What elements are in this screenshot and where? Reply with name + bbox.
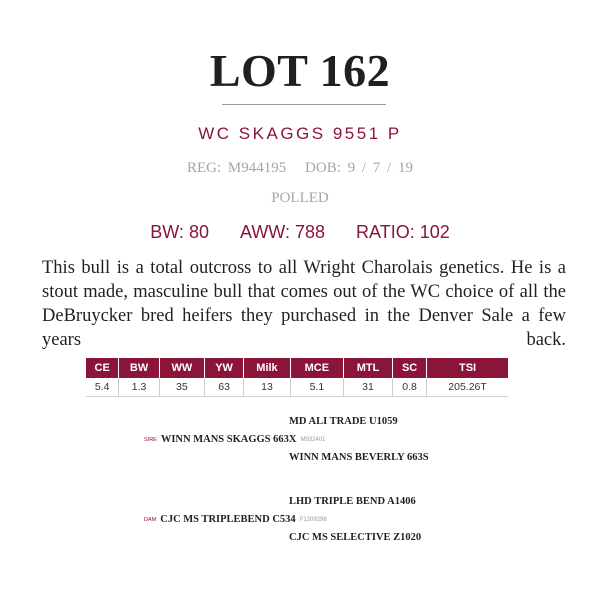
sire-line	[144, 434, 326, 445]
registration-line	[0, 160, 600, 177]
dam-name: CJC MS TRIPLEBEND C534	[160, 514, 296, 525]
dam-line	[144, 514, 327, 525]
epd-value: 1.3	[119, 378, 159, 397]
epd-header-row	[86, 358, 508, 378]
lot-title: LOT 162	[209, 45, 391, 96]
epd-header: CE	[86, 358, 119, 378]
epd-header: MTL	[343, 358, 392, 378]
epd-value: 0.8	[393, 378, 427, 397]
sire-dam: WINN MANS BEVERLY 663S	[289, 452, 429, 463]
epd-value: 35	[159, 378, 204, 397]
birth-weight: BW: 80	[150, 222, 209, 242]
registration-number: REG: M944195	[187, 160, 287, 176]
adjusted-weaning-weight: AWW: 788	[239, 222, 326, 242]
epd-value-row	[86, 378, 508, 397]
dam-reg: F1209296	[299, 516, 327, 523]
epd-value: 5.4	[86, 378, 119, 397]
bull-name: WC SKAGGS 9551 P	[198, 124, 402, 143]
dam-label: DAM	[144, 516, 157, 523]
epd-header: YW	[205, 358, 244, 378]
date-of-birth: DOB: 9 / 7 / 19	[305, 160, 413, 176]
epd-header: TSI	[427, 358, 508, 378]
sire-label: SIRE	[144, 436, 157, 443]
ratio: RATIO: 102	[356, 222, 450, 242]
epd-header: SC	[393, 358, 427, 378]
epd-value: 63	[205, 378, 244, 397]
epd-header: WW	[159, 358, 204, 378]
dam-dam: CJC MS SELECTIVE Z1020	[289, 532, 422, 543]
epd-value: 31	[343, 378, 392, 397]
sire-reg: M932401	[300, 436, 326, 443]
title-divider	[222, 104, 386, 105]
epd-table	[86, 358, 508, 397]
epd-header: Milk	[244, 358, 291, 378]
bull-description: This bull is a total outcross to all Wright Charolais genetics. He is a stout made, masculine bull that comes out of the WC choice of all the DeBruycker bred heifers they purchased in the Denver Sale a few years back.	[42, 258, 566, 350]
performance-stats	[0, 222, 600, 243]
dam-sire: LHD TRIPLE BEND A1406	[289, 496, 416, 507]
epd-value: 5.1	[290, 378, 343, 397]
epd-value: 13	[244, 378, 291, 397]
epd-header: BW	[119, 358, 159, 378]
epd-header: MCE	[290, 358, 343, 378]
sire-sire: MD ALI TRADE U1059	[289, 416, 398, 427]
epd-value: 205.26T	[427, 378, 508, 397]
horn-status: POLLED	[271, 190, 329, 206]
sire-name: WINN MANS SKAGGS 663X	[160, 434, 297, 445]
